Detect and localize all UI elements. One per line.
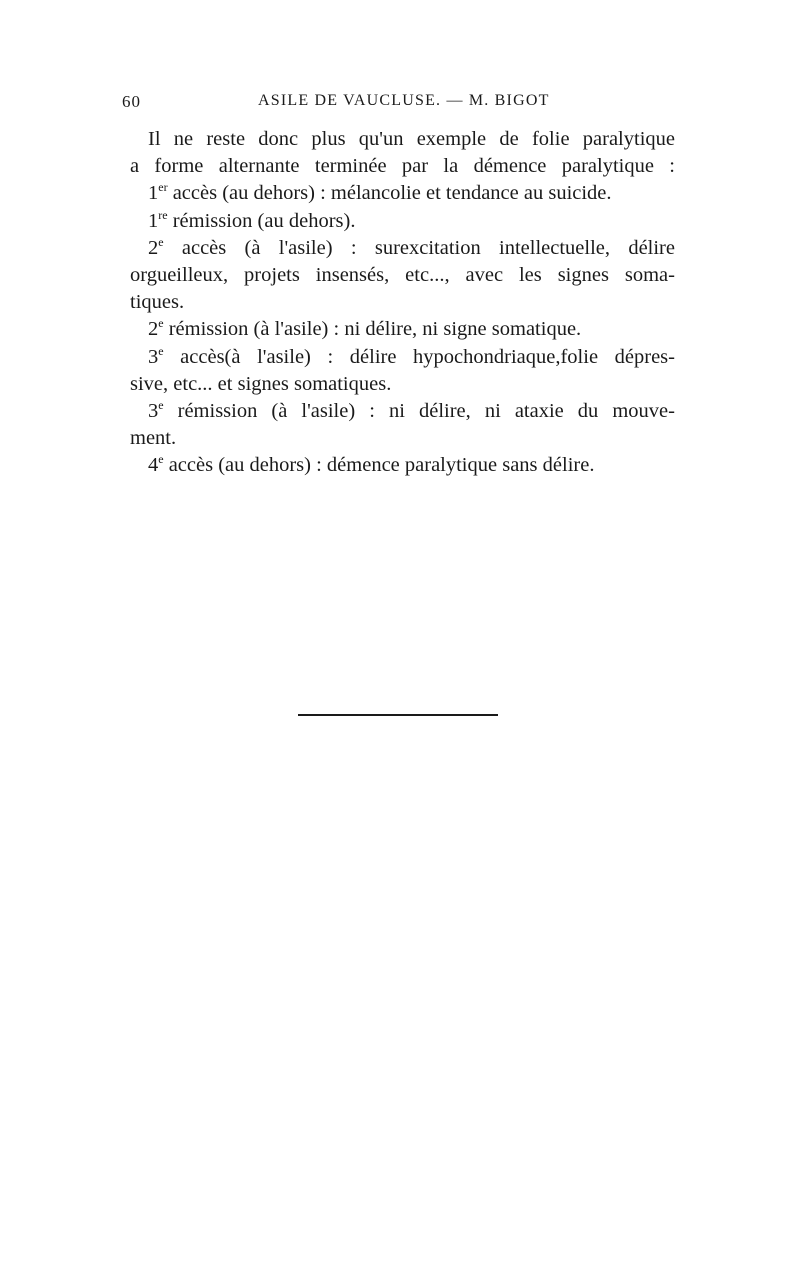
item-number: 3: [148, 399, 159, 422]
running-head-title: ASILE DE VAUCLUSE. — M. BIGOT: [258, 92, 550, 109]
paragraph-line: ment.: [130, 427, 177, 450]
running-head: [122, 92, 678, 116]
page-number: 60: [122, 92, 141, 111]
item-ordinal: re: [158, 207, 168, 222]
list-item: [130, 235, 675, 262]
item-number: 1: [148, 209, 159, 232]
item-number: 2: [148, 318, 159, 341]
item-ordinal: e: [158, 452, 164, 467]
list-item: [130, 316, 675, 343]
paragraph-line: tiques.: [130, 291, 185, 314]
item-text: accès (à l'asile) : surexcitation intellectuelle, délire: [163, 236, 675, 259]
item-text: rémission (au dehors).: [167, 209, 356, 232]
list-item: [130, 180, 675, 207]
item-number: 2: [148, 236, 159, 259]
item-ordinal: e: [158, 234, 164, 249]
item-text: rémission (à l'asile) : ni délire, ni signe somatique.: [163, 318, 582, 341]
item-ordinal: e: [158, 343, 164, 358]
item-ordinal: e: [158, 397, 164, 412]
list-item: [130, 398, 675, 425]
list-item: [130, 344, 675, 371]
paragraph-line: sive, etc... et signes somatiques.: [130, 372, 392, 395]
section-end-rule: [298, 714, 498, 716]
item-number: 3: [148, 345, 159, 368]
item-ordinal: e: [158, 316, 164, 331]
body-text: [130, 126, 675, 479]
list-item: [130, 208, 675, 235]
paragraph-line: orgueilleux, projets insensés, etc..., avec les signes soma-: [130, 263, 675, 286]
paragraph-line: Il ne reste donc plus qu'un exemple de folie paralytique: [148, 128, 675, 150]
item-number: 1: [148, 182, 159, 205]
item-ordinal: er: [158, 180, 168, 195]
item-text: accès (au dehors) : démence paralytique sans délire.: [163, 454, 595, 477]
paragraph-line: a forme alternante terminée par la démence paralytique :: [130, 155, 675, 178]
item-text: accès(à l'asile) : délire hypochondriaque,folie dépres-: [163, 345, 675, 368]
item-text: accès (au dehors) : mélancolie et tendance au suicide.: [167, 182, 612, 205]
item-text: rémission (à l'asile) : ni délire, ni ataxie du mouve-: [163, 399, 675, 422]
list-item: [130, 452, 675, 479]
item-number: 4: [148, 454, 159, 477]
